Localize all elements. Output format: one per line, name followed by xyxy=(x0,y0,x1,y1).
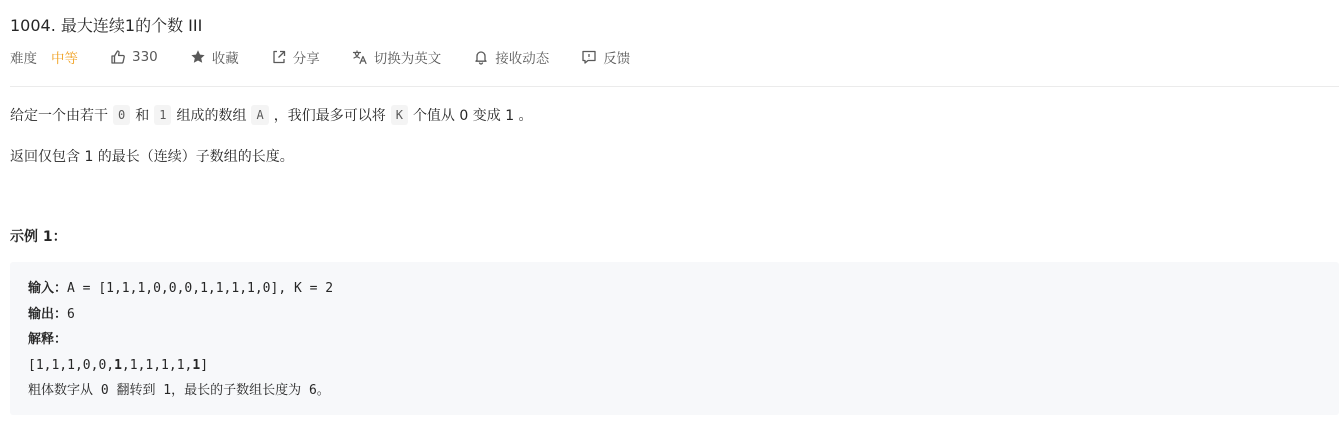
example-code-block xyxy=(10,262,1339,415)
input-value: A = [1,1,1,0,0,0,1,1,1,1,0], K = 2 xyxy=(67,281,334,296)
subscribe-button[interactable] xyxy=(473,47,549,67)
feedback-label: 反馈 xyxy=(603,51,631,67)
translate-icon xyxy=(352,49,368,65)
bell-icon xyxy=(473,49,489,65)
array-segment: [1,1,1,0,0, xyxy=(28,357,115,373)
desc-text: 给定一个由若干 xyxy=(10,108,108,124)
inline-code-1: 1 xyxy=(154,105,171,125)
desc-text: ，我们最多可以将 xyxy=(273,108,386,124)
favorite-label: 收藏 xyxy=(211,51,239,67)
feedback-button[interactable] xyxy=(581,47,630,67)
desc-text: 组成的数组 xyxy=(176,108,247,124)
example-array-line xyxy=(28,353,1339,379)
output-value: 6 xyxy=(67,306,75,322)
inline-code-a: A xyxy=(251,105,268,125)
header-divider xyxy=(10,86,1339,87)
example-output-line xyxy=(28,302,1339,328)
difficulty-badge: 中等 xyxy=(51,51,78,67)
desc-text: 和 xyxy=(135,108,150,124)
example-heading: 示例 1： xyxy=(10,229,67,245)
array-flipped-digit: 1 xyxy=(192,357,201,373)
share-icon xyxy=(271,49,287,65)
feedback-icon xyxy=(581,49,597,65)
like-button[interactable] xyxy=(110,49,158,65)
difficulty-label: 难度 xyxy=(10,51,37,67)
switch-language-label: 切换为英文 xyxy=(373,51,442,67)
star-icon xyxy=(190,49,206,65)
favorite-button[interactable] xyxy=(190,47,239,67)
like-count: 330 xyxy=(132,49,158,65)
example-explain-line xyxy=(28,327,1339,353)
problem-meta-bar xyxy=(10,47,662,67)
description-paragraph-1 xyxy=(10,105,533,125)
array-flipped-digit: 1 xyxy=(114,357,122,373)
array-segment: ] xyxy=(200,357,209,373)
array-segment: ,1,1,1,1, xyxy=(121,357,193,373)
input-label: 输入： xyxy=(28,281,68,296)
subscribe-label: 接收动态 xyxy=(495,51,550,67)
example-input-line xyxy=(28,276,1339,302)
explain-label: 解释： xyxy=(28,332,68,347)
thumbs-up-icon xyxy=(110,49,126,65)
share-label: 分享 xyxy=(292,51,320,67)
example-note-line: 粗体数字从 0 翻转到 1，最长的子数组长度为 6。 xyxy=(28,383,330,398)
share-button[interactable] xyxy=(271,47,320,67)
switch-language-button[interactable] xyxy=(352,47,442,67)
page-title: 1004. 最大连续1的个数 III xyxy=(10,16,203,35)
description-paragraph-2: 返回仅包含 1 的最长（连续）子数组的长度。 xyxy=(10,149,294,165)
inline-code-k: K xyxy=(391,105,408,125)
desc-text: 个值从 0 变成 1 。 xyxy=(412,108,533,124)
output-label: 输出： xyxy=(28,306,68,322)
inline-code-0: 0 xyxy=(113,105,130,125)
